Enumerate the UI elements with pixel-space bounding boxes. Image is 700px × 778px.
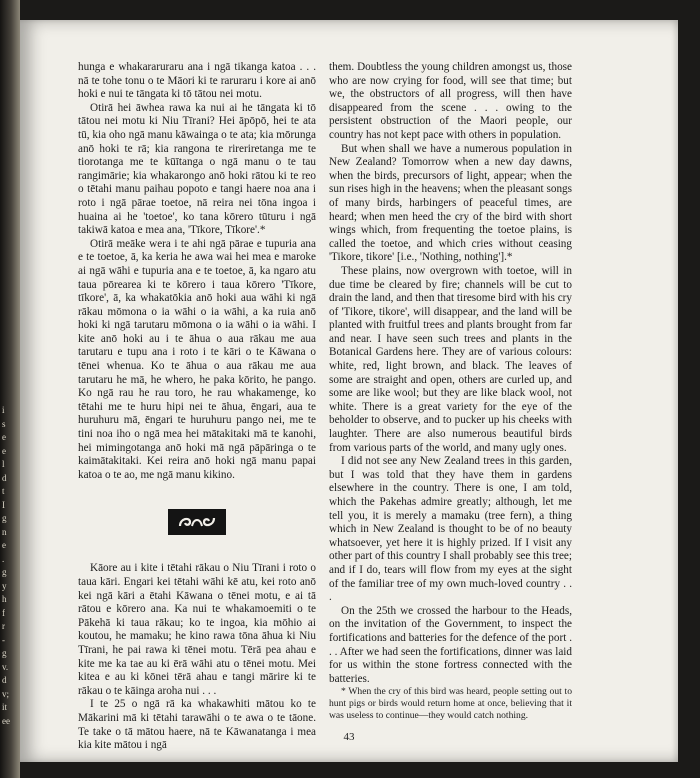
bleed-fragment: e — [2, 445, 6, 456]
bleed-fragment: - — [2, 634, 5, 645]
bleed-fragment: i — [2, 405, 5, 415]
bleed-fragment: n — [2, 526, 7, 537]
bleed-fragment: e — [2, 540, 6, 550]
bleed-fragment: f — [2, 607, 5, 618]
bleed-fragment: r — [2, 621, 5, 631]
bleed-fragment: d — [2, 675, 7, 685]
paragraph: On the 25th we crossed the harbour to the Heads, on the invitation of the Government, to inspect the fortifications and batteries for the defence of the port . . . After we had seen the fortifications, dinner was laid for us within the stone fortress connected with the batteries. — [329, 604, 572, 685]
bleed-fragment: e — [2, 432, 6, 442]
paragraph: But when shall we have a numerous population in New Zealand? Tomorrow when a new day dawns, when the birds, precursors of light, appear; when the sun rises high in the heavens; when the pleasant songs of many birds, harbingers of peaceful times, are heard; when men heed the cry of the bird with short wings which, from frequenting the toetoe plains, is called the toetoe, and which cries without ceasing 'Tikore, tikore' [i.e., 'Nothing, nothing'].* — [329, 142, 572, 264]
bleed-fragment: I — [2, 499, 5, 510]
maori-paragraphs — [78, 61, 316, 482]
bleed-fragment: g — [2, 513, 7, 523]
bleed-fragment: s — [2, 418, 6, 429]
book-page — [20, 20, 678, 762]
bleed-fragment: . — [2, 553, 5, 564]
bleed-fragment: y — [2, 580, 7, 591]
paragraph: hunga e whakararuraru ana i ngā tikanga katoa . . . nā te tohe tonu o te Māori ki te raruraru i kore ai anō hoki e nui te tāngata ki tō tātou nei motu. — [78, 61, 316, 101]
bleed-fragment: t — [2, 486, 5, 496]
bleed-fragment: l — [2, 459, 5, 469]
paragraph: Otirā hei āwhea rawa ka nui ai he tāngata ki tō tātou nei motu ki Niu Tīrani? Hei āpōpō, hei te ata tū, kia oho ngā manu kāwainga o te ata; kia mōrunga anō hoki te rā; kia rangona te rireriretanga me te tiorotanga me te kūītanga o ngā manu o te tau rangimārie; kia whakarongo anō hoki rātou ki te reo o tētahi manu paihau popoto e tangi haere noa ana i roto i ngā pārae toetoe, nā reira nei tōna ingoa i huaina ai he 'toetoe', ko tana kōrero tūturu i ngā takiwā katoa e mea ana, 'Tīkore, Tīkore'.* — [78, 101, 316, 237]
bleed-fragment: v; — [2, 688, 10, 699]
paragraph: These plains, now overgrown with toetoe, will in due time be cleared by fire; channels will be cut to drain the land, and then that tiresome bird with his cry of 'Tikore, tikore', will disappear, and the land will be planted with fruitful trees and plants brought from far and near. I have seen such trees and plants in the Botanical Gardens here. They are of various colours: white, red, light brown, and black. The leaves of some are straight and open, others are curled up, and some are like wool; but they are like black wool, not white. There is a great variety for the eye of the beholder to observe, and to pucker up his cheeks with laughter. There are also numerous beautiful birds from various parts of the world, and many ugly ones. — [329, 264, 572, 454]
binding-gutter — [0, 0, 20, 778]
bleed-fragment: v. — [2, 661, 9, 672]
page-number: 43 — [343, 731, 355, 743]
bleed-fragment: h — [2, 594, 7, 604]
english-paragraphs — [329, 61, 572, 686]
paragraph: Kāore au i kite i tētahi rākau o Niu Tīrani i roto o taua kāri. Engari kei tētahi wāhi kē atu, kei roto anō kei ngā kāri a ētahi Kāwana o tēnei motu, e ai tā rātou e kōrero ana. Ka nui te whakamoemiti o te Pākehā ki taua rākau; ko te ingoa, kia mōhio ai koutou, he mamaku; he kino rawa tōna āhua ki Niu Tīrani, he pai rawa ki tēnei motu. Tērā pea ahau e kite me ka tae au ki ērā wāhi atu o tēnei motu. Mei kitea e au ki kōnei tērā ahau e tangi mārire ki te rākau o te kāinga aroha nui . . . — [78, 562, 316, 697]
bleed-fragment: d — [2, 472, 7, 483]
bleed-fragment: ee — [2, 715, 10, 726]
english-text-column — [329, 61, 572, 721]
paragraph: them. Doubtless the young children amongst us, those who are now crying for food, will see that time; but we, the obstructors of all progress, will then have disappeared from the scene . . . owing to the persistent obstruction of the Maori people, our country has not kept pace with others in population. — [329, 61, 572, 141]
bleed-fragment: g — [2, 567, 7, 577]
bleed-fragment: it — [2, 702, 8, 712]
maori-paragraphs-continued — [78, 562, 316, 752]
section-ornament — [168, 509, 226, 535]
koru-ornament-icon — [177, 514, 217, 530]
paragraph: I did not see any New Zealand trees in this garden, but I was told that they have them in gardens elsewhere in the country. There is one, I am told, which the Pakehas admire greatly; although, let me tell you, it is merely a mamaku (tree fern), a thing which in New Zealand is thought to be of no beauty whatsoever, yet here it is highly prized. If I visit any other part of this country I shall probably see this tree; and if I do, tears will flow from my eyes at the sight of the familiar tree of my own much-loved country . . . — [329, 455, 572, 604]
maori-text-column — [78, 61, 316, 753]
paragraph: Otirā meāke wera i te ahi ngā pārae e tupuria ana e te toetoe, ā, ka keria he awa wai hei mea e maroke ai ngā wāhi e tupuria ana e te toetoe, ā, ka ngaro atu taua pōrearea ki te kōrero i taua kōrero 'Tīkore, tīkore', ā, ka whakatōkia anō hoki aua wāhi ki ngā rākau mōmona o ia wāhi o ia wāhi, a ka ruia anō hoki ki ngā tarutaru mōmona o ia wāhi o ia wāhi. I kite anō hoki au i te āhua o aua rākau me aua tarutaru e tupu ana i roto i te kāri o te Kāwana o tēnei whenua. Ko te āhua o aua rākau me aua tarutaru he mā, he whero, he paka kōrito, he pango. Ko ngā rau he rau toro, he rau whakamenge, ko tētahi me te huru hipi nei te āhua, ēngari, aua te huruhuru mā, ēngari te huruhuru pango nei, me te tini noa iho o ngā mea hei mātakitaki mā te kanohi, hei mimingotanga anō hoki mā ngā pāpāringa o te kaimātakitaki. Kei reira anō hoki ngā manu papai katoa o te ao, me ngā manu kikino. — [78, 237, 316, 481]
bleed-fragment: g — [2, 648, 7, 658]
facing-page-bleed-through — [2, 404, 16, 728]
paragraph: I te 25 o ngā rā ka whakawhiti mātou ko te Mākarini mā ki tētahi tarawāhi o te awa o te tāone. Te take o tā mātou haere, nā te Kāwanatanga i mea kia kite mātou i ngā — [78, 698, 316, 752]
footnote: * When the cry of this bird was heard, people setting out to hunt pigs or birds would return home at once, believing that it was useless to continue—they would catch nothing. — [329, 686, 572, 721]
